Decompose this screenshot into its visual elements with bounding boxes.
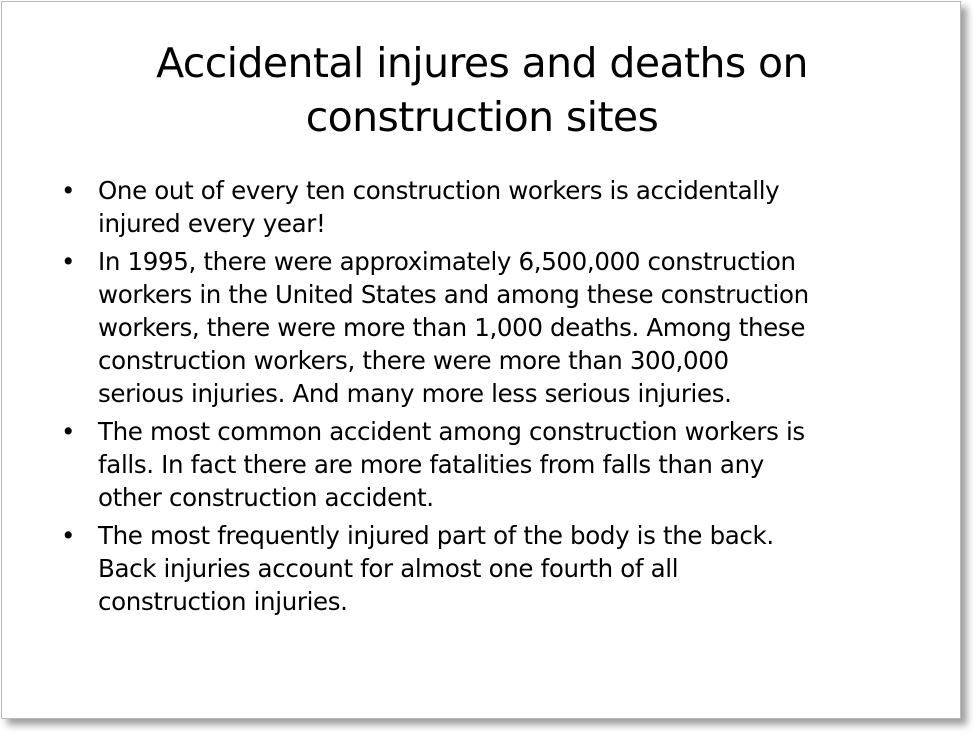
slide-title-line: Accidental injures and deaths on — [156, 39, 808, 87]
bullet-text-line: The most common accident among construction workers is — [98, 417, 805, 446]
bullet-point-icon: • — [60, 176, 76, 205]
bullet-text-line: injured every year! — [98, 209, 326, 238]
bullet-text — [98, 174, 910, 240]
bullet-text-line: construction injuries. — [98, 587, 348, 616]
bullet-text-line: The most frequently injured part of the body is the back. — [98, 521, 774, 550]
bullet-point-icon: • — [60, 247, 76, 276]
bullet-item — [60, 174, 910, 240]
bullet-text-line: serious injuries. And many more less serious injuries. — [98, 379, 732, 408]
bullet-item — [60, 245, 910, 410]
bullet-item — [60, 415, 910, 514]
bullet-text-line: One out of every ten construction workers is accidentally — [98, 176, 780, 205]
bullet-item — [60, 519, 910, 618]
bullet-text-line: Back injuries account for almost one fourth of all — [98, 554, 679, 583]
slide-title-line: construction sites — [305, 93, 659, 141]
bullet-text — [98, 415, 910, 514]
slide — [1, 1, 961, 719]
bullet-point-icon: • — [60, 417, 76, 446]
bullet-text-line: workers, there were more than 1,000 deaths. Among these — [98, 313, 806, 342]
bullet-text — [98, 519, 910, 618]
bullet-text — [98, 245, 910, 410]
bullet-text-line: falls. In fact there are more fatalities from falls than any — [98, 450, 764, 479]
bullet-text-line: construction workers, there were more than 300,000 — [98, 346, 729, 375]
bullet-text-line: other construction accident. — [98, 483, 434, 512]
slide-title — [2, 36, 962, 144]
bullet-point-icon: • — [60, 521, 76, 550]
bullet-text-line: In 1995, there were approximately 6,500,000 construction — [98, 247, 796, 276]
bullet-text-line: workers in the United States and among these construction — [98, 280, 809, 309]
bullet-list — [60, 174, 910, 623]
